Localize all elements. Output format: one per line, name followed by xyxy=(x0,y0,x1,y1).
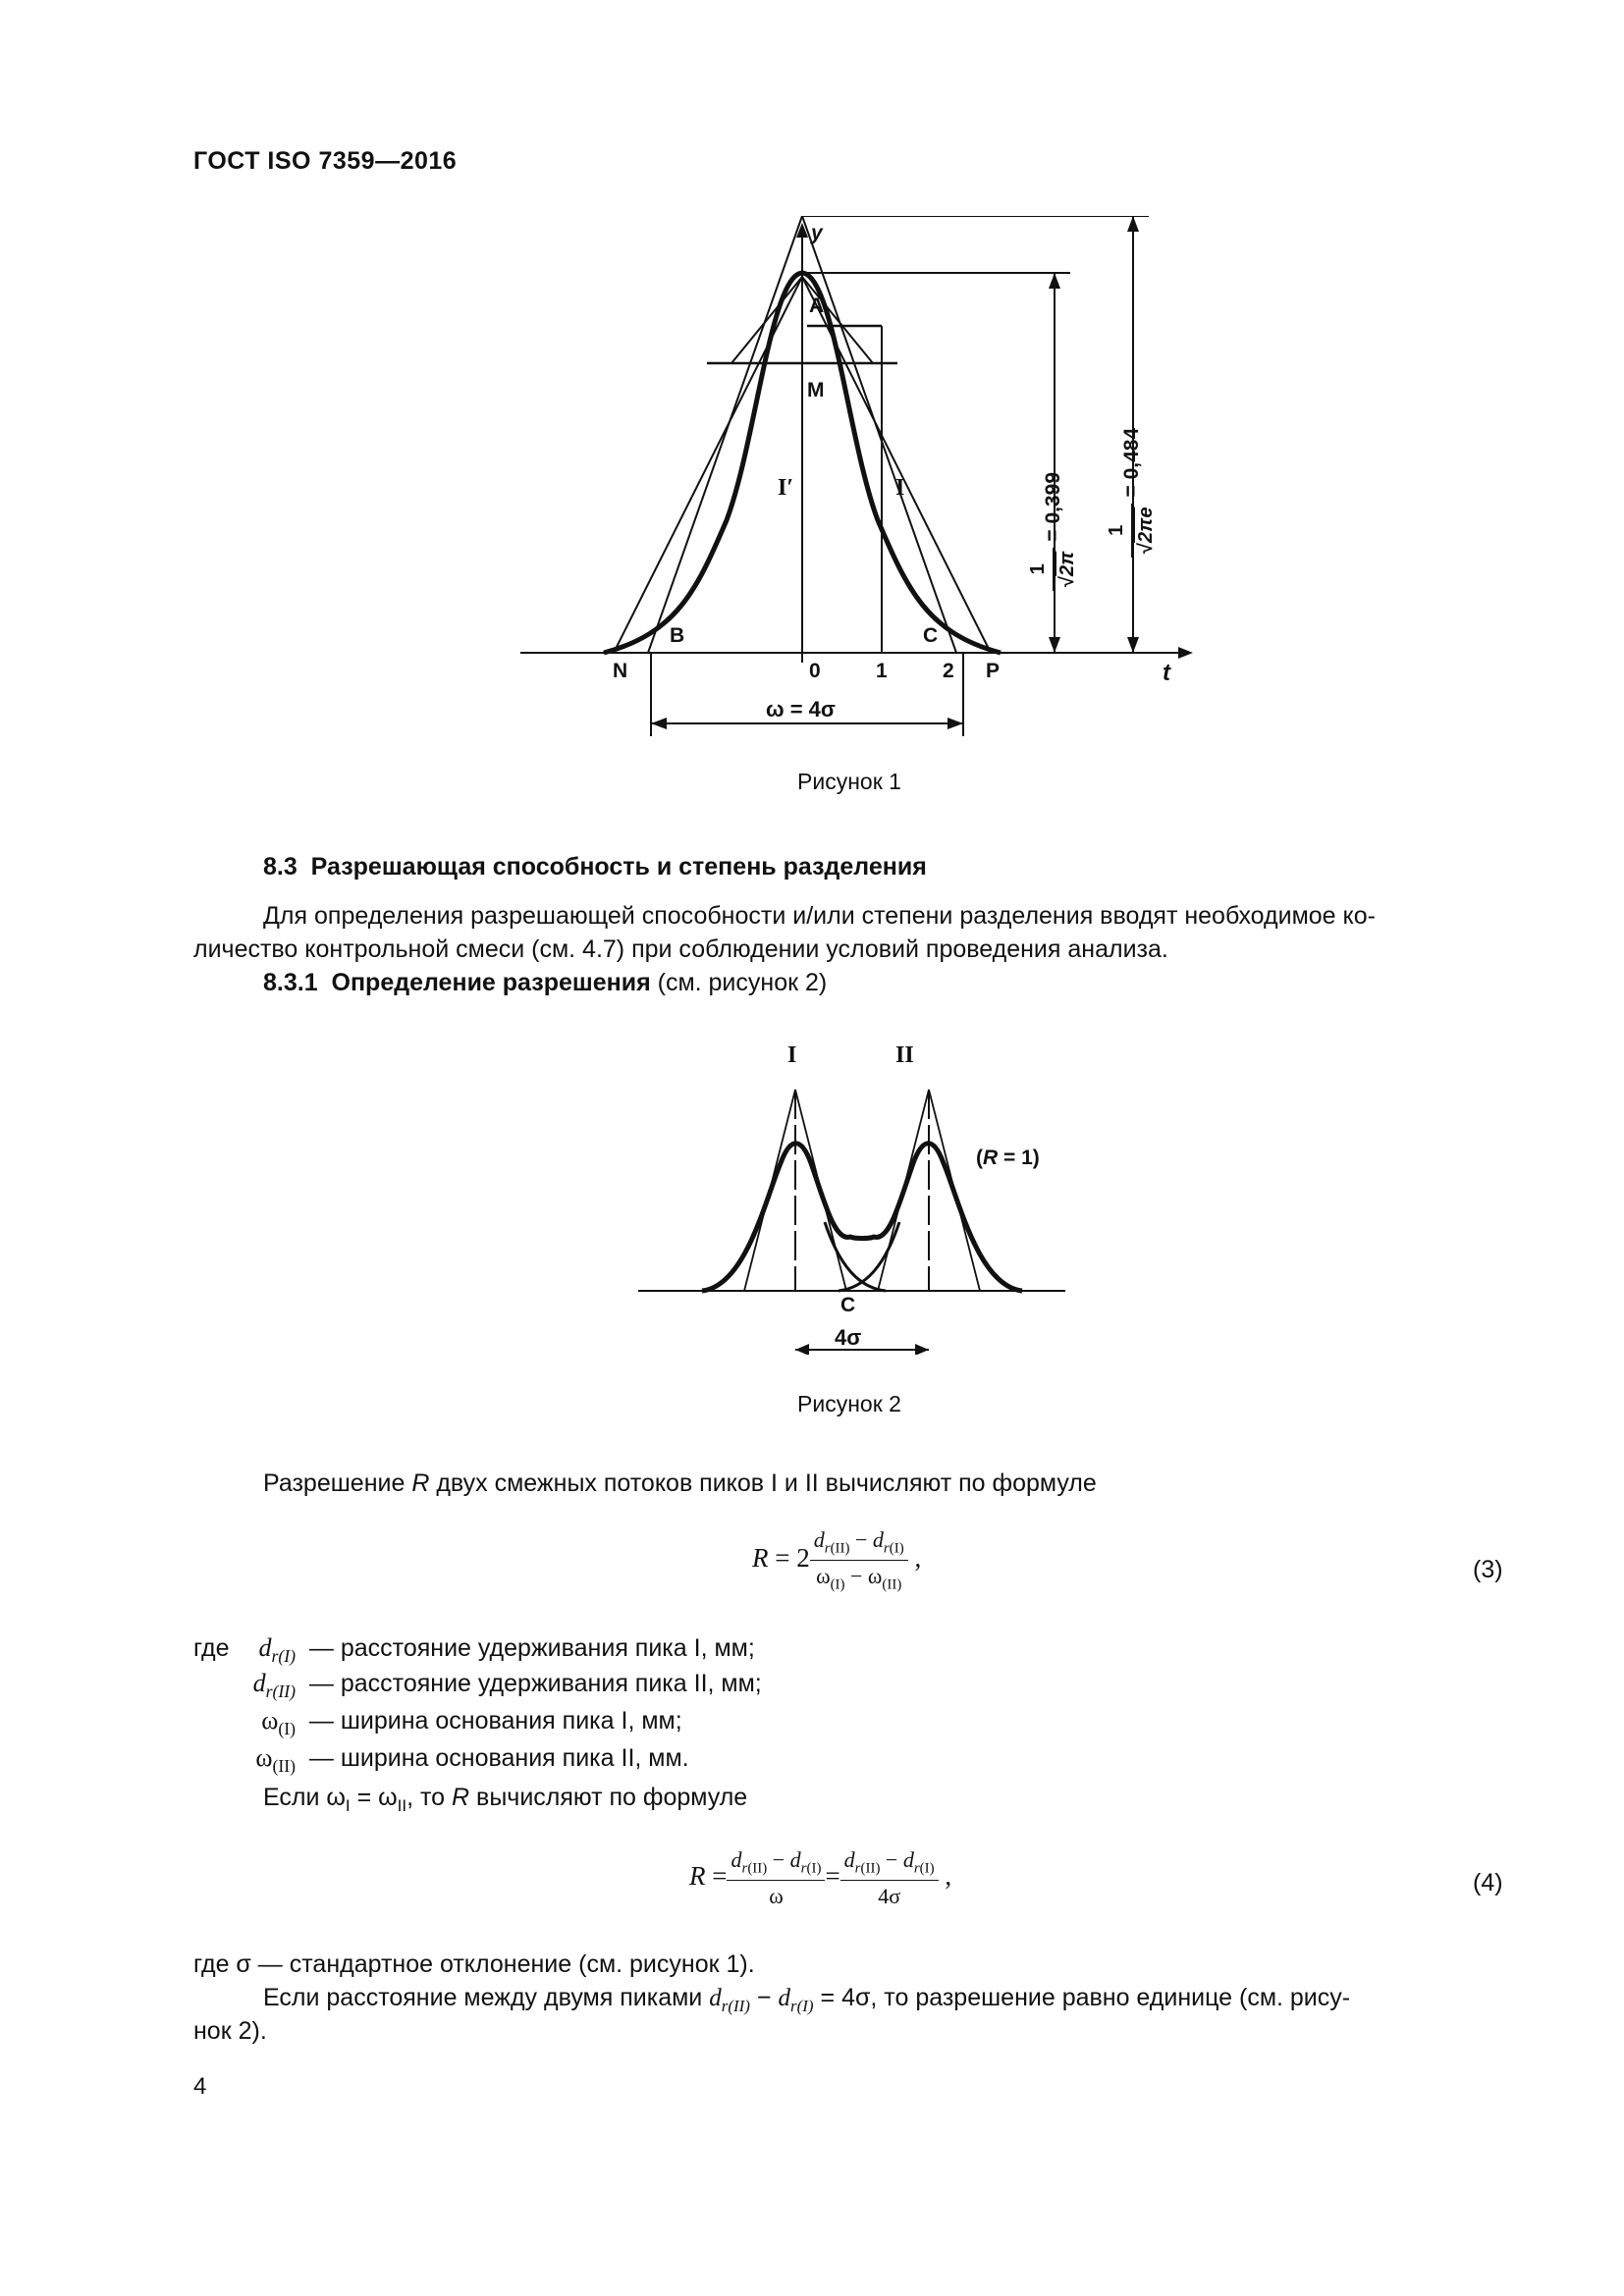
label-n: N xyxy=(613,660,628,682)
label-omega: ω = 4σ xyxy=(766,697,836,721)
fig2-peak-i-tail xyxy=(825,1222,886,1291)
label-t: t xyxy=(1163,660,1170,686)
fig2-label-i: I xyxy=(787,1042,797,1068)
label-y: y xyxy=(811,222,823,244)
formula-3: R = 2 $\frac{d_{r(II)} - d_{r(I)}}{\omega_{(I)} - \omega_{(II)}}$ , xyxy=(752,1527,922,1593)
definition-row: $\omega_{(I)}$ — ширина основания пика I, мм; xyxy=(261,1706,682,1739)
tick-label-2: 2 xyxy=(943,660,954,682)
final-paragraph-line2: нок 2). xyxy=(193,2017,267,2045)
paragraph-8-3-line2: личество контрольной смеси (см. 4.7) при соблюдении условий проведения анализа. xyxy=(193,935,1168,963)
formula-3-intro: Разрешение R двух смежных потоков пиков I и II вычисляют по формуле xyxy=(263,1469,1097,1497)
formula-4-number: (4) xyxy=(1473,1869,1503,1896)
fig2-label-4sigma: 4σ xyxy=(835,1325,862,1350)
fig2-peak-ii-triangle xyxy=(878,1090,980,1291)
figure-2-caption: Рисунок 2 xyxy=(797,1391,901,1416)
tick-label-0: 0 xyxy=(809,660,821,682)
subsection-heading-8-3-1: 8.3.1 Определение разрешения (см. рисунок 2) xyxy=(263,969,828,996)
dim-label-inner: 1 √2π = 0,399 xyxy=(1027,472,1079,591)
tick-label-1: 1 xyxy=(876,660,888,682)
fig2-label-r: (R = 1) xyxy=(976,1147,1040,1169)
final-paragraph-line1: Если расстояние между двумя пиками $d_{r(II)} - d_{r(I)} = 4\sigma$, то разрешение равно единице (см. рису- xyxy=(263,1984,1351,2015)
label-i: I xyxy=(895,475,905,501)
fig2-label-c: C xyxy=(840,1294,856,1316)
sigma-note: где σ — стандартное отклонение (см. рисунок 1). xyxy=(193,1950,755,1978)
definition-row: $\omega_{(II)}$ — ширина основания пика II, мм. xyxy=(255,1743,689,1777)
label-c: C xyxy=(923,624,939,647)
section-heading-8-3: 8.3 Разрешающая способность и степень разделения xyxy=(263,853,927,881)
definition-row: $d_{r(II)}$ — расстояние удерживания пика II, мм; xyxy=(252,1669,762,1702)
label-i-prime: I′ xyxy=(778,475,794,501)
dim-label-outer: 1 √2πe = 0,484 xyxy=(1106,428,1158,558)
label-a: A xyxy=(809,294,825,317)
label-p: P xyxy=(986,660,1001,682)
paragraph-8-3-line1: Для определения разрешающей способности и/или степени разделения вводят необходимое ко- xyxy=(263,902,1376,930)
label-b: B xyxy=(670,624,685,647)
fig2-peak-i-triangle xyxy=(744,1090,846,1291)
figure-1-caption: Рисунок 1 xyxy=(797,769,901,794)
formula-3-number: (3) xyxy=(1473,1556,1503,1583)
label-m: M xyxy=(807,379,825,401)
formula-4: R = $\frac{d_{r(II)} - d_{r(I)}}{\omega}$ = $\frac{d_{r(II)} - d_{r(I)}}{4\sigma}$ , xyxy=(689,1847,952,1909)
t-axis-arrow xyxy=(1178,647,1193,659)
document-header: ГОСТ ISO 7359—2016 xyxy=(193,147,458,175)
formula-4-intro: Если $\omega_I = \omega_{II}$, то R вычисляют по формуле xyxy=(263,1784,748,1815)
fig2-peak-ii-tail xyxy=(839,1222,899,1291)
page-number: 4 xyxy=(193,2073,207,2100)
fig2-label-ii: II xyxy=(895,1042,914,1068)
definition-row: где $d_{r(I)}$ — расстояние удерживания пика I, мм; xyxy=(193,1633,755,1667)
